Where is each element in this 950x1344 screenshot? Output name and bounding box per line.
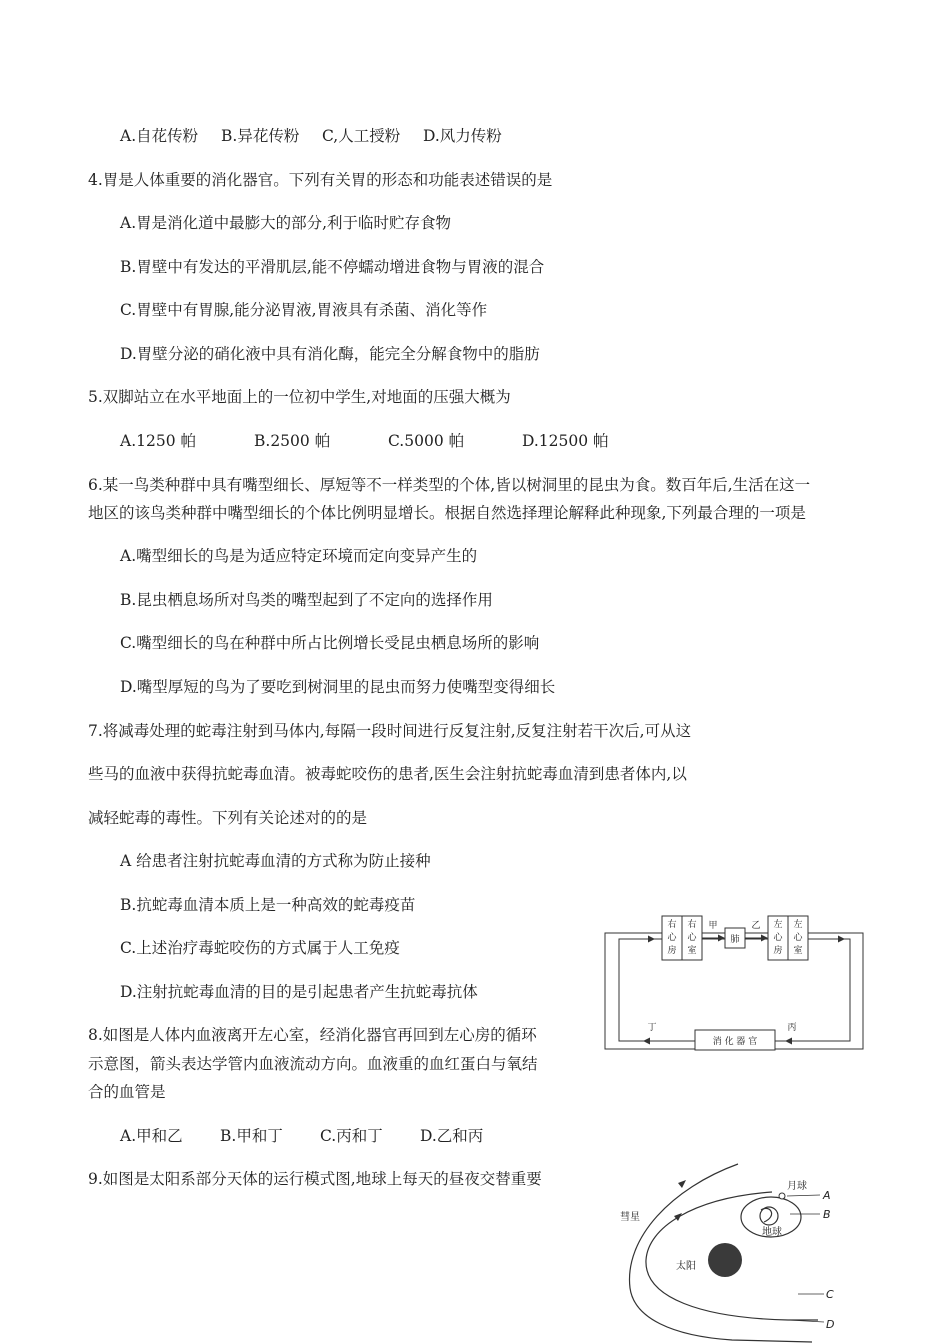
q7-option-c: C.上述治疗毒蛇咬伤的方式属于人工免疫 <box>120 939 400 957</box>
vessel-label-jia: 甲 <box>708 921 718 931</box>
q7-option-a: A 给患者注射抗蛇毒血清的方式称为防止接种 <box>120 852 431 870</box>
q6-option-a: A.嘴型细长的鸟是为适应特定环境而定向变异产生的 <box>120 547 478 565</box>
q8-stem-line-3: 合的血管是 <box>88 1083 166 1101</box>
digestive-organ-label: 消 化 器 官 <box>712 1037 758 1047</box>
left-atrium-label-2: 心 <box>773 933 783 943</box>
vessel-label-bing: 丙 <box>787 1023 797 1033</box>
q7-stem-line-2: 些马的血液中获得抗蛇毒血清。被毒蛇咬伤的患者,医生会注射抗蛇毒血清到患者体内,以 <box>88 765 687 783</box>
left-ventricle-label-2: 心 <box>793 933 803 943</box>
q7-stem-line-1: 7.将减毒处理的蛇毒注射到马体内,每隔一段时间进行反复注射,反复注射若干次后,可从这 <box>88 722 692 740</box>
sun-circle <box>708 1243 742 1277</box>
right-atrium-label-2: 心 <box>667 933 677 943</box>
q8-stem-line-2: 示意图，箭头表达学管内血液流动方向。血液重的血红蛋白与氧结 <box>88 1055 538 1073</box>
q8-stem-line-1: 8.如图是人体内血液离开左心室，经消化器官再回到左心房的循环 <box>88 1026 537 1044</box>
q4-option-a: A.胃是消化道中最膨大的部分,利于临时贮存食物 <box>120 214 452 232</box>
point-label-b: B <box>823 1208 831 1221</box>
q3-options <box>120 126 502 146</box>
q9-stem: 9.如图是太阳系部分天体的运行模式图,地球上每天的昼夜交替重要 <box>88 1170 542 1188</box>
vessel-label-ding: 丁 <box>647 1023 657 1033</box>
q5-option-a: A.1250 帕 <box>120 432 196 450</box>
q3-option-a: A.自花传粉 <box>120 127 199 145</box>
q8-option-d: D.乙和丙 <box>420 1127 484 1145</box>
q5-stem: 5.双脚站立在水平地面上的一位初中学生,对地面的压强大概为 <box>88 388 511 406</box>
q8-option-b: B.甲和丁 <box>220 1127 283 1145</box>
point-label-c: C <box>826 1288 834 1301</box>
q8-option-a: A.甲和乙 <box>120 1127 183 1145</box>
earth-orbit-arrow <box>674 1213 682 1221</box>
q8-options <box>120 1126 483 1146</box>
q3-option-b: B.异花传粉 <box>221 127 300 145</box>
q6-stem-line-2: 地区的该鸟类种群中嘴型细长的个体比例明显增长。根据自然选择理论解释此种现象,下列最合理的一项是 <box>88 504 806 522</box>
q6-option-c: C.嘴型细长的鸟在种群中所占比例增长受昆虫栖息场所的影响 <box>120 634 540 652</box>
q3-option-d: D.风力传粉 <box>423 127 502 145</box>
q7-option-b: B.抗蛇毒血清本质上是一种高效的蛇毒疫苗 <box>120 896 416 914</box>
right-atrium-label-3: 房 <box>667 946 677 956</box>
circulation-diagram <box>604 912 866 1054</box>
right-ventricle-label-3: 室 <box>687 946 697 956</box>
q6-option-b: B.昆虫栖息场所对鸟类的嘴型起到了不定向的选择作用 <box>120 591 493 609</box>
pointer-a <box>787 1195 820 1196</box>
q4-option-d: D.胃壁分泌的硝化液中具有消化酶，能完全分解食物中的脂肪 <box>120 345 540 363</box>
q7-stem-line-3: 减轻蛇毒的毒性。下列有关论述对的的是 <box>88 809 368 827</box>
comet-label: 彗星 <box>620 1212 640 1223</box>
q5-option-b: B.2500 帕 <box>254 432 331 450</box>
left-ventricle-label-1: 左 <box>793 920 803 930</box>
q4-option-b: B.胃壁中有发达的平滑肌层,能不停蠕动增进食物与胃液的混合 <box>120 258 545 276</box>
left-atrium-label-1: 左 <box>773 920 783 930</box>
solar-system-diagram <box>612 1158 852 1344</box>
right-atrium-label-1: 右 <box>667 920 677 930</box>
point-label-d: D <box>826 1318 835 1331</box>
q5-options <box>120 431 609 451</box>
vessel-label-yi: 乙 <box>751 921 761 931</box>
left-ventricle-label-3: 室 <box>793 946 803 956</box>
q5-option-d: D.12500 帕 <box>522 432 609 450</box>
q6-option-d: D.嘴型厚短的鸟为了要吃到树洞里的昆虫而努力使嘴型变得细长 <box>120 678 556 696</box>
right-ventricle-label-2: 心 <box>687 933 697 943</box>
moon-circle <box>779 1193 785 1199</box>
q4-stem: 4.胃是人体重要的消化器官。下列有关胃的形态和功能表述错误的是 <box>88 171 553 189</box>
q7-option-d: D.注射抗蛇毒血清的目的是引起患者产生抗蛇毒抗体 <box>120 983 478 1001</box>
point-label-a: A <box>823 1189 831 1202</box>
lung-label: 肺 <box>730 935 740 945</box>
sun-label: 太阳 <box>676 1261 696 1272</box>
moon-label: 月球 <box>787 1181 807 1192</box>
q6-stem-line-1: 6.某一鸟类种群中具有嘴型细长、厚短等不一样类型的个体,皆以树洞里的昆虫为食。数百年后,生活在这一 <box>88 476 811 494</box>
q4-option-c: C.胃壁中有胃腺,能分泌胃液,胃液具有杀菌、消化等作 <box>120 301 488 319</box>
q3-option-c: C,人工授粉 <box>322 127 401 145</box>
q5-option-c: C.5000 帕 <box>388 432 465 450</box>
earth-label: 地球 <box>762 1227 782 1238</box>
comet-orbit-arrow <box>678 1180 686 1188</box>
q8-option-c: C.丙和丁 <box>320 1127 383 1145</box>
left-atrium-label-3: 房 <box>773 946 783 956</box>
right-ventricle-label-1: 右 <box>687 920 697 930</box>
